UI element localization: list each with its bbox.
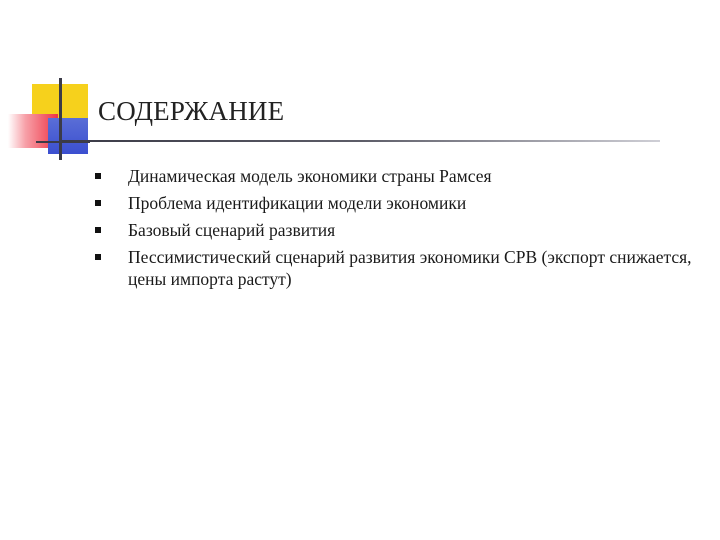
list-item-text: Динамическая модель экономики страны Рамсея xyxy=(128,166,492,186)
list-item xyxy=(92,165,692,187)
square-bullet-icon xyxy=(95,173,101,179)
bullet-list xyxy=(92,165,692,295)
list-item-text: Проблема идентификации модели экономики xyxy=(128,193,467,213)
list-item xyxy=(92,219,692,241)
list-item-text: Пессимистический сценарий развития экономики СРВ (экспорт снижается, цены импорта растут) xyxy=(128,247,692,289)
decor-vertical-line xyxy=(59,78,62,160)
square-bullet-icon xyxy=(95,227,101,233)
list-item xyxy=(92,246,692,290)
decor-blue-square xyxy=(48,118,88,154)
list-item xyxy=(92,192,692,214)
square-bullet-icon xyxy=(95,200,101,206)
title-underline xyxy=(62,140,660,142)
slide-title: СОДЕРЖАНИЕ xyxy=(98,96,285,126)
list-item-text: Базовый сценарий развития xyxy=(128,220,336,240)
square-bullet-icon xyxy=(95,254,101,260)
